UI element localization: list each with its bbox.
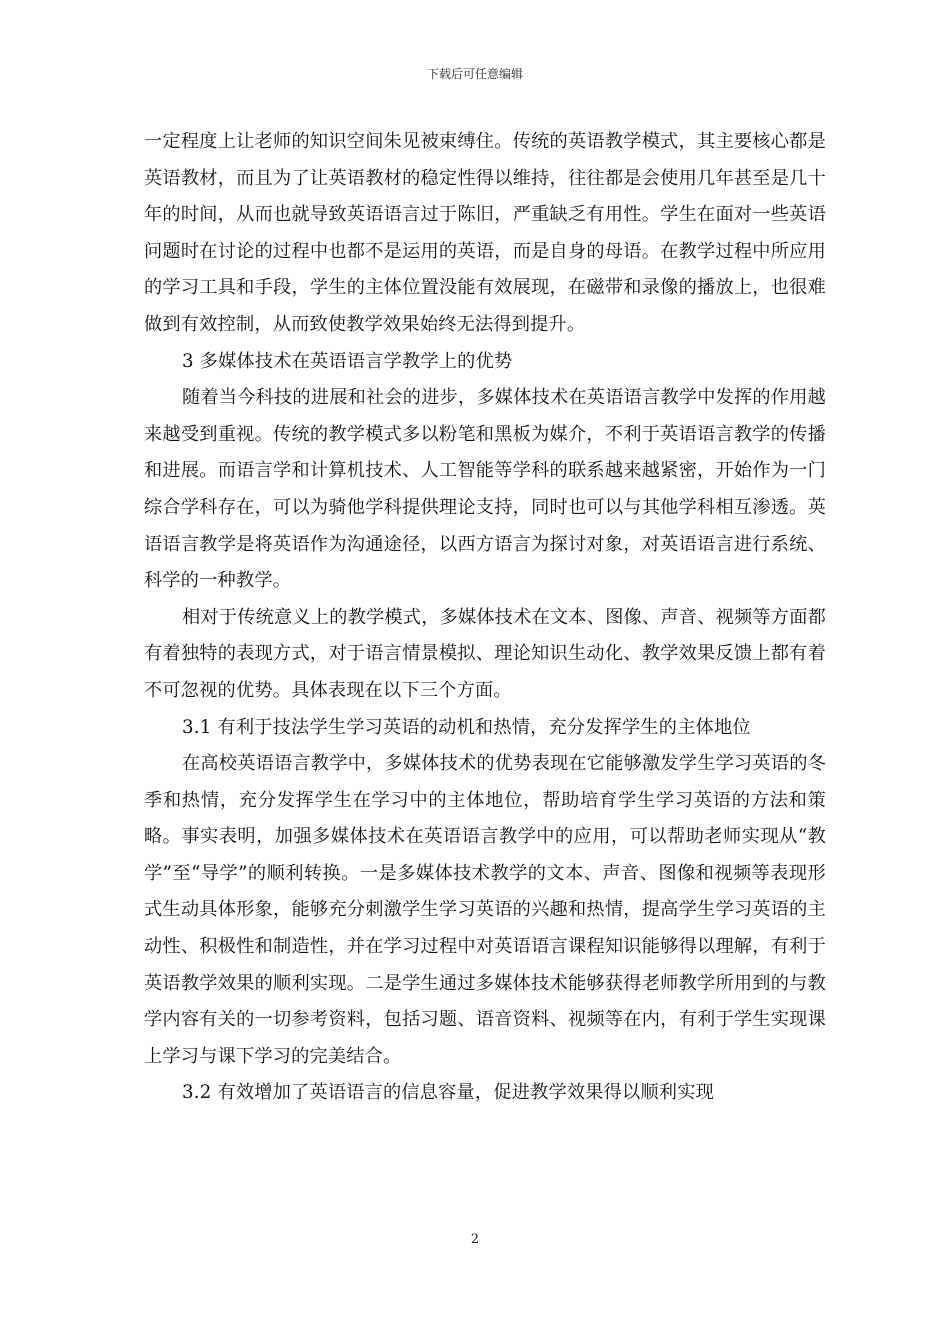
section-heading-3: 3 多媒体技术在英语语言学教学上的优势 bbox=[182, 350, 513, 372]
paragraph: 随着当今科技的进展和社会的进步，多媒体技术在英语语言教学中发挥的作用越来越受到重视。传统的教学模式多以粉笔和黑板为媒介，不利于英语语言教学的传播和进展。而语言学和计算机技术、人工智能等学科的联系越来越紧密，开始作为一门综合学科存在，可以为骑他学科提供理论支持，同时也可以与其他学科相互渗透。英语语言教学是将英语作为沟通途径，以西方语言为探讨对象，对英语语言进行系统、科学的一种教学。 bbox=[144, 387, 826, 592]
page-header: 下载后可任意编辑 bbox=[426, 67, 523, 81]
paragraph: 相对于传统意义上的教学模式，多媒体技术在文本、图像、声音、视频等方面都有着独特的表现方式，对于语言情景模拟、理论知识生动化、教学效果反馈上都有着不可忽视的优势。具体表现在以下三个方面。 bbox=[144, 606, 826, 701]
section-heading-3-2: 3.2 有效增加了英语语言的信息容量，促进教学效果得以顺利实现 bbox=[182, 1082, 714, 1104]
body-text bbox=[144, 124, 826, 1112]
paragraph: 在高校英语语言教学中，多媒体技术的优势表现在它能够激发学生学习英语的冬季和热情，充分发挥学生在学习中的主体地位，帮助培育学生学习英语的方法和策略。事实表明，加强多媒体技术在英语语言教学中的应用，可以帮助老师实现从“教学”至“导学”的顺利转换。一是多媒体技术教学的文本、声音、图像和视频等表现形式生动具体形象，能够充分刺激学生学习英语的兴趣和热情，提高学生学习英语的主动性、积极性和制造性，并在学习过程中对英语语言课程知识能够得以理解，有利于英语教学效果的顺利实现。二是学生通过多媒体技术能够获得老师教学所用到的与教学内容有关的一切参考资料，包括习题、语音资料、视频等在内，有利于学生实现课上学习与课下学习的完美结合。 bbox=[144, 753, 826, 1067]
section-heading-3-1: 3.1 有利于技法学生学习英语的动机和热情，充分发挥学生的主体地位 bbox=[182, 716, 751, 738]
page-number: 2 bbox=[470, 1232, 480, 1247]
paragraph-continuation: 一定程度上让老师的知识空间朱见被束缚住。传统的英语教学模式，其主要核心都是英语教材，而且为了让英语教材的稳定性得以维持，往往都是会使用几年甚至是几十年的时间，从而也就导致英语语言过于陈旧，严重缺乏有用性。学生在面对一些英语问题时在讨论的过程中也都不是运用的英语，而是自身的母语。在教学过程中所应用的学习工具和手段，学生的主体位置没能有效展现，在磁带和录像的播放上，也很难做到有效控制，从而致使教学效果始终无法得到提升。 bbox=[144, 131, 826, 335]
